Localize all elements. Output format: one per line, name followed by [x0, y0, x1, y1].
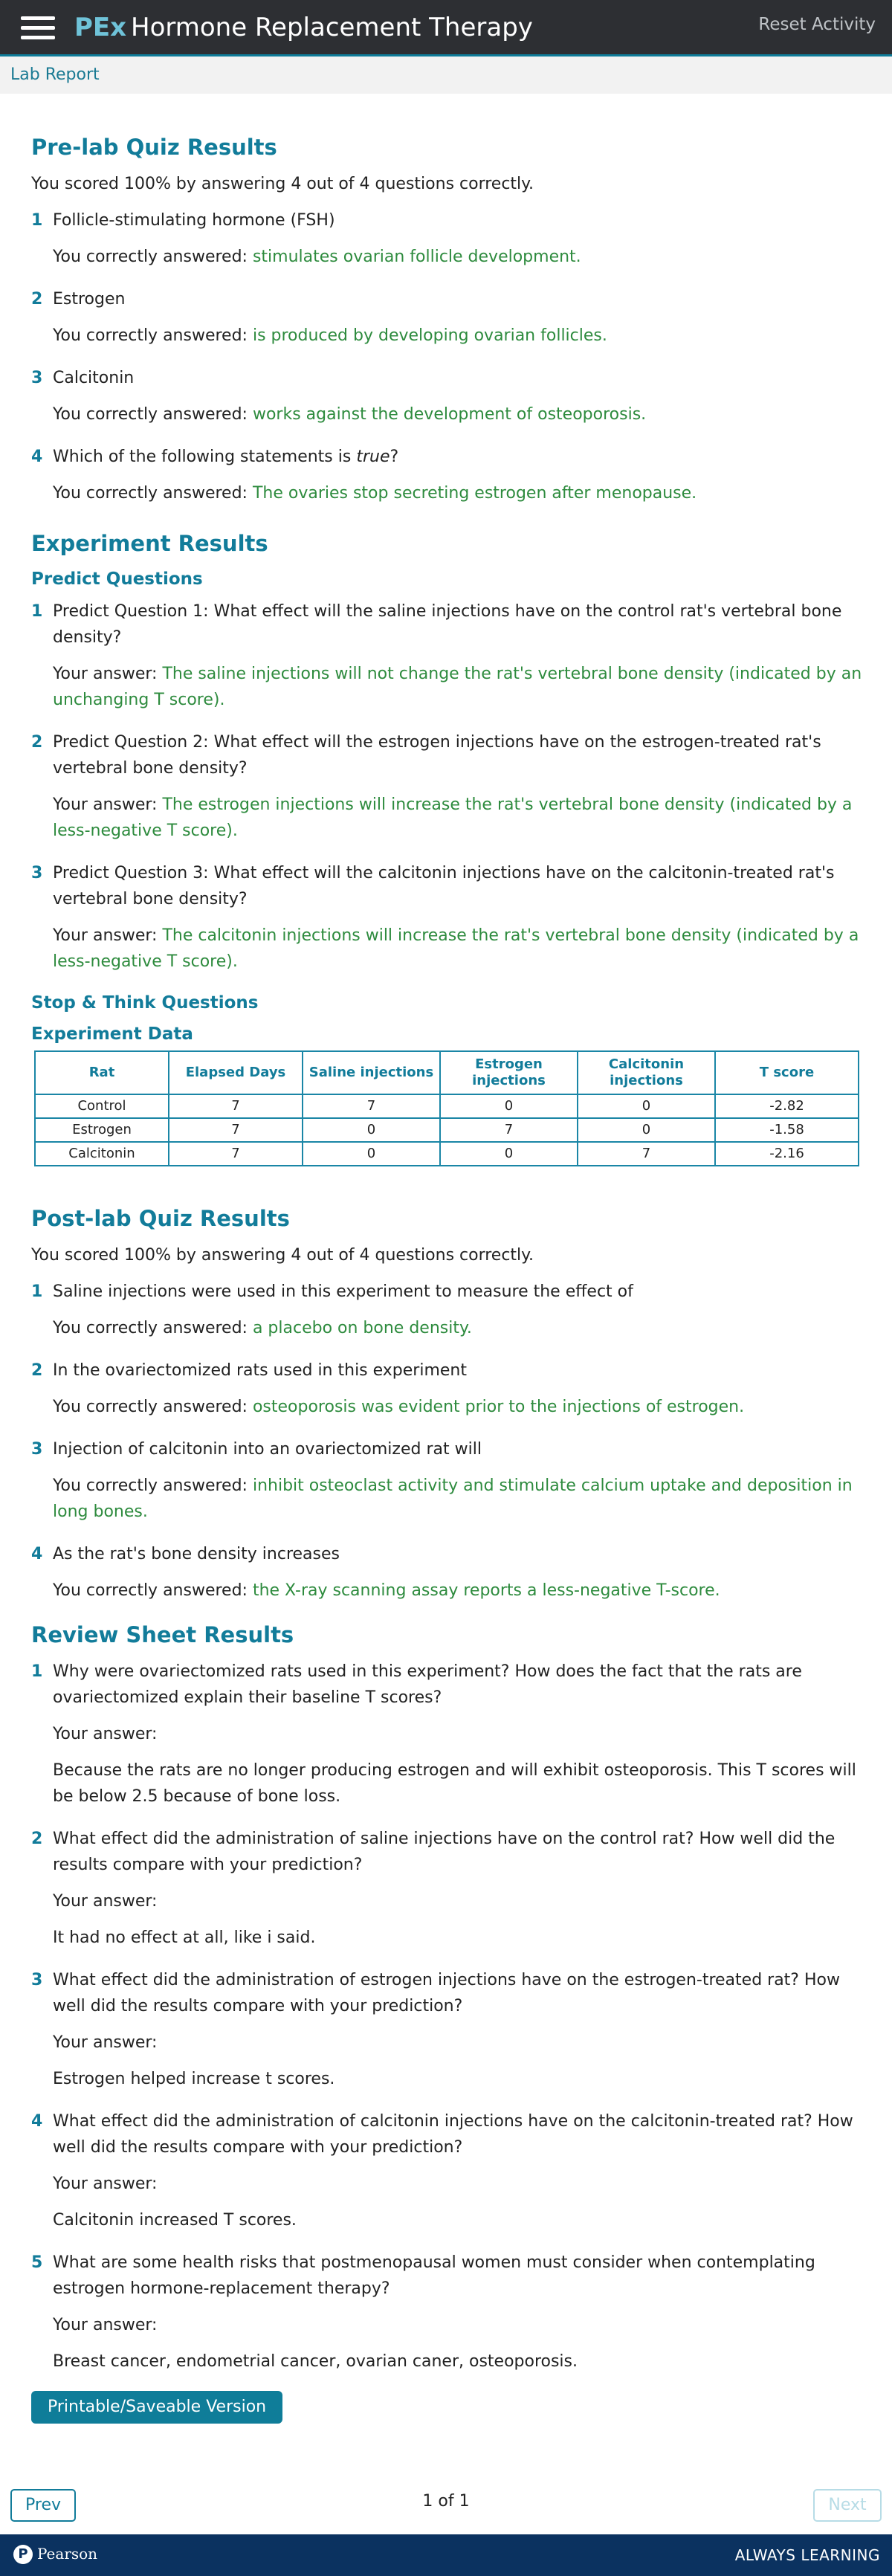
table-cell: 7 — [578, 1142, 715, 1166]
column-header: Elapsed Days — [169, 1051, 303, 1094]
review-answer: Breast cancer, endometrial cancer, ovarian caner, osteoporosis. — [53, 2352, 578, 2371]
hamburger-menu-icon[interactable] — [21, 16, 55, 40]
answer-text: stimulates ovarian follicle development. — [252, 248, 581, 266]
postlab-question — [31, 1436, 865, 1462]
review-answer: Because the rats are no longer producing estrogen and will exhibit osteoporosis. This T scores will be below 2.5 because of bone loss. — [53, 1761, 856, 1806]
answer-prefix: Your answer: — [53, 795, 163, 814]
answer-prefix: You correctly answered: — [53, 1476, 253, 1495]
table-cell: 0 — [440, 1142, 578, 1166]
prelab-question — [31, 207, 865, 233]
column-header: Estrogen injections — [440, 1051, 578, 1094]
answer-prefix: You correctly answered: — [53, 326, 253, 345]
question-text: Why were ovariectomized rats used in this experiment? How does the fact that the rats are ovariectomized explain their baseline T scores? — [53, 1662, 802, 1707]
review-question — [31, 2108, 865, 2160]
answer-prefix: You correctly answered: — [53, 484, 253, 503]
answer-prefix: You correctly answered: — [53, 1398, 253, 1416]
question-text: In the ovariectomized rats used in this experiment — [53, 1361, 467, 1380]
question-text: Injection of calcitonin into an ovariectomized rat will — [53, 1440, 482, 1459]
table-row — [35, 1094, 859, 1118]
review-answer: It had no effect at all, like i said. — [53, 1928, 316, 1947]
footer — [0, 2534, 892, 2576]
question-number: 3 — [31, 1971, 43, 1989]
top-bar — [0, 0, 892, 57]
prev-button[interactable]: Prev — [10, 2489, 76, 2522]
pager — [0, 2483, 892, 2528]
question-number: 4 — [31, 2112, 43, 2131]
review-question — [31, 1826, 865, 1878]
experiment-data-table — [34, 1050, 859, 1166]
question-text: What effect did the administration of estrogen injections have on the estrogen-treated rat? How well did the results compare with your prediction? — [53, 1971, 840, 2015]
prelab-score: You scored 100% by answering 4 out of 4 questions correctly. — [31, 175, 534, 193]
answer-text: inhibit osteoclast activity and stimulate calcium uptake and deposition in long bones. — [53, 1476, 853, 1521]
table-cell: 0 — [578, 1118, 715, 1142]
table-cell: 0 — [303, 1142, 440, 1166]
review-section — [31, 1620, 865, 2375]
question-number: 2 — [31, 290, 43, 309]
answer-prefix: You correctly answered: — [53, 1581, 253, 1600]
answer-prefix: Your answer: — [53, 665, 163, 683]
question-text: As the rat's bone density increases — [53, 1545, 340, 1563]
printable-version-button[interactable]: Printable/Saveable Version — [31, 2391, 282, 2424]
question-number: 1 — [31, 1662, 43, 1681]
predict-question — [31, 729, 865, 781]
postlab-question — [31, 1541, 865, 1567]
review-answer: Estrogen helped increase t scores. — [53, 2070, 335, 2088]
table-row — [35, 1118, 859, 1142]
review-heading: Review Sheet Results — [31, 1622, 294, 1647]
review-answer-label: Your answer: — [53, 2033, 158, 2052]
table-cell: 7 — [169, 1094, 303, 1118]
question-number: 5 — [31, 2253, 43, 2272]
predict-question — [31, 598, 865, 651]
review-question — [31, 1659, 865, 1711]
question-text: Predict Question 3: What effect will the calcitonin injections have on the calcitonin-treated rat's vertebral bone density? — [53, 864, 835, 908]
predict-question — [31, 860, 865, 912]
prelab-heading: Pre-lab Quiz Results — [31, 135, 277, 160]
footer-tagline: ALWAYS LEARNING — [734, 2546, 880, 2564]
answer-text: works against the development of osteoporosis. — [252, 405, 647, 424]
table-cell: Calcitonin — [35, 1142, 169, 1166]
postlab-score: You scored 100% by answering 4 out of 4 questions correctly. — [31, 1246, 534, 1265]
question-text: Follicle-stimulating hormone (FSH) — [53, 211, 335, 230]
answer-text: the X-ray scanning assay reports a less-negative T-score. — [252, 1581, 720, 1600]
next-button[interactable]: Next — [813, 2489, 882, 2522]
question-text: Predict Question 2: What effect will the estrogen injections have on the estrogen-treated rat's vertebral bone density? — [53, 733, 821, 778]
predict-heading: Predict Questions — [31, 569, 203, 589]
question-text: Estrogen — [53, 290, 126, 309]
answer-prefix: You correctly answered: — [53, 1319, 253, 1337]
postlab-answer — [31, 1315, 865, 1341]
review-answer-label: Your answer: — [53, 2175, 158, 2193]
brand-logo: PEx — [74, 13, 127, 42]
table-cell: -2.82 — [715, 1094, 859, 1118]
table-row — [35, 1142, 859, 1166]
answer-text: osteoporosis was evident prior to the injections of estrogen. — [252, 1398, 745, 1416]
question-number: 1 — [31, 602, 43, 621]
question-number: 2 — [31, 733, 43, 752]
question-number: 2 — [31, 1830, 43, 1848]
question-number: 2 — [31, 1361, 43, 1380]
question-text: Saline injections were used in this experiment to measure the effect of — [53, 1282, 633, 1301]
prelab-question — [31, 286, 865, 312]
table-cell: 7 — [169, 1142, 303, 1166]
prelab-question — [31, 444, 865, 470]
postlab-heading: Post-lab Quiz Results — [31, 1206, 290, 1231]
question-number: 1 — [31, 211, 43, 230]
postlab-section — [31, 1204, 865, 1604]
question-number: 4 — [31, 448, 43, 466]
question-number: 4 — [31, 1545, 43, 1563]
pearson-logo-icon: P — [13, 2545, 33, 2564]
prelab-question — [31, 365, 865, 391]
table-header-row — [35, 1051, 859, 1094]
column-header: Saline injections — [303, 1051, 440, 1094]
question-number: 3 — [31, 864, 43, 882]
question-number: 3 — [31, 1440, 43, 1459]
question-text: What effect did the administration of saline injections have on the control rat? How well did the results compare with your prediction? — [53, 1830, 836, 1874]
postlab-answer — [31, 1578, 865, 1604]
question-text: Calcitonin — [53, 369, 135, 387]
postlab-question — [31, 1358, 865, 1384]
table-cell: 0 — [303, 1118, 440, 1142]
answer-text: The ovaries stop secreting estrogen after menopause. — [252, 484, 697, 503]
answer-text: The saline injections will not change the rat's vertebral bone density (indicated by an unchanging T score). — [53, 665, 862, 709]
predict-answer — [31, 923, 865, 975]
table-cell: Control — [35, 1094, 169, 1118]
question-text: What are some health risks that postmenopausal women must consider when contemplating estrogen hormone-replacement therapy? — [53, 2253, 815, 2298]
answer-text: a placebo on bone density. — [252, 1319, 472, 1337]
review-answer: Calcitonin increased T scores. — [53, 2211, 297, 2230]
answer-text: The estrogen injections will increase the rat's vertebral bone density (indicated by a less-negative T score). — [53, 795, 853, 840]
table-cell: 0 — [440, 1094, 578, 1118]
column-header: T score — [715, 1051, 859, 1094]
table-cell: Estrogen — [35, 1118, 169, 1142]
lab-report-title: Lab Report — [10, 65, 100, 84]
review-answer-label: Your answer: — [53, 1892, 158, 1911]
table-cell: 7 — [440, 1118, 578, 1142]
experiment-heading: Experiment Results — [31, 531, 268, 556]
pearson-brand: Pearson — [37, 2545, 98, 2563]
column-header: Calcitonin injections — [578, 1051, 715, 1094]
review-question — [31, 2250, 865, 2302]
review-question — [31, 1967, 865, 2019]
question-text-pre: Which of the following statements is — [53, 448, 357, 466]
stop-think-heading: Stop & Think Questions — [31, 993, 259, 1013]
app-title: Hormone Replacement Therapy — [131, 13, 533, 42]
prelab-answer — [31, 480, 865, 506]
predict-answer — [31, 661, 865, 713]
prelab-answer — [31, 401, 865, 427]
sub-header — [0, 57, 892, 94]
question-text-post: ? — [390, 448, 399, 466]
answer-prefix: Your answer: — [53, 926, 163, 945]
review-answer-label: Your answer: — [53, 2316, 158, 2334]
review-answer-label: Your answer: — [53, 1725, 158, 1743]
question-number: 3 — [31, 369, 43, 387]
question-text: What effect did the administration of calcitonin injections have on the calcitonin-treated rat? How well did the results compare with your prediction? — [53, 2112, 853, 2157]
answer-text: is produced by developing ovarian follicles. — [252, 326, 607, 345]
prelab-answer — [31, 323, 865, 349]
report-content — [31, 132, 865, 2424]
table-cell: 0 — [578, 1094, 715, 1118]
predict-answer — [31, 792, 865, 844]
experiment-data-heading: Experiment Data — [31, 1024, 193, 1044]
answer-prefix: You correctly answered: — [53, 248, 253, 266]
column-header: Rat — [35, 1051, 169, 1094]
answer-prefix: You correctly answered: — [53, 405, 253, 424]
postlab-answer — [31, 1394, 865, 1420]
table-cell: 7 — [303, 1094, 440, 1118]
page-indicator: 1 of 1 — [422, 2492, 470, 2511]
question-text: Predict Question 1: What effect will the saline injections have on the control rat's vertebral bone density? — [53, 602, 842, 647]
reset-activity-link[interactable]: Reset Activity — [758, 15, 876, 34]
table-cell: -1.58 — [715, 1118, 859, 1142]
postlab-answer — [31, 1473, 865, 1525]
prelab-answer — [31, 244, 865, 270]
question-number: 1 — [31, 1282, 43, 1301]
postlab-question — [31, 1279, 865, 1305]
table-cell: -2.16 — [715, 1142, 859, 1166]
table-cell: 7 — [169, 1118, 303, 1142]
answer-text: The calcitonin injections will increase the rat's vertebral bone density (indicated by a less-negative T score). — [53, 926, 859, 971]
experiment-section — [31, 529, 865, 1166]
question-text-emphasis: true — [356, 448, 390, 466]
